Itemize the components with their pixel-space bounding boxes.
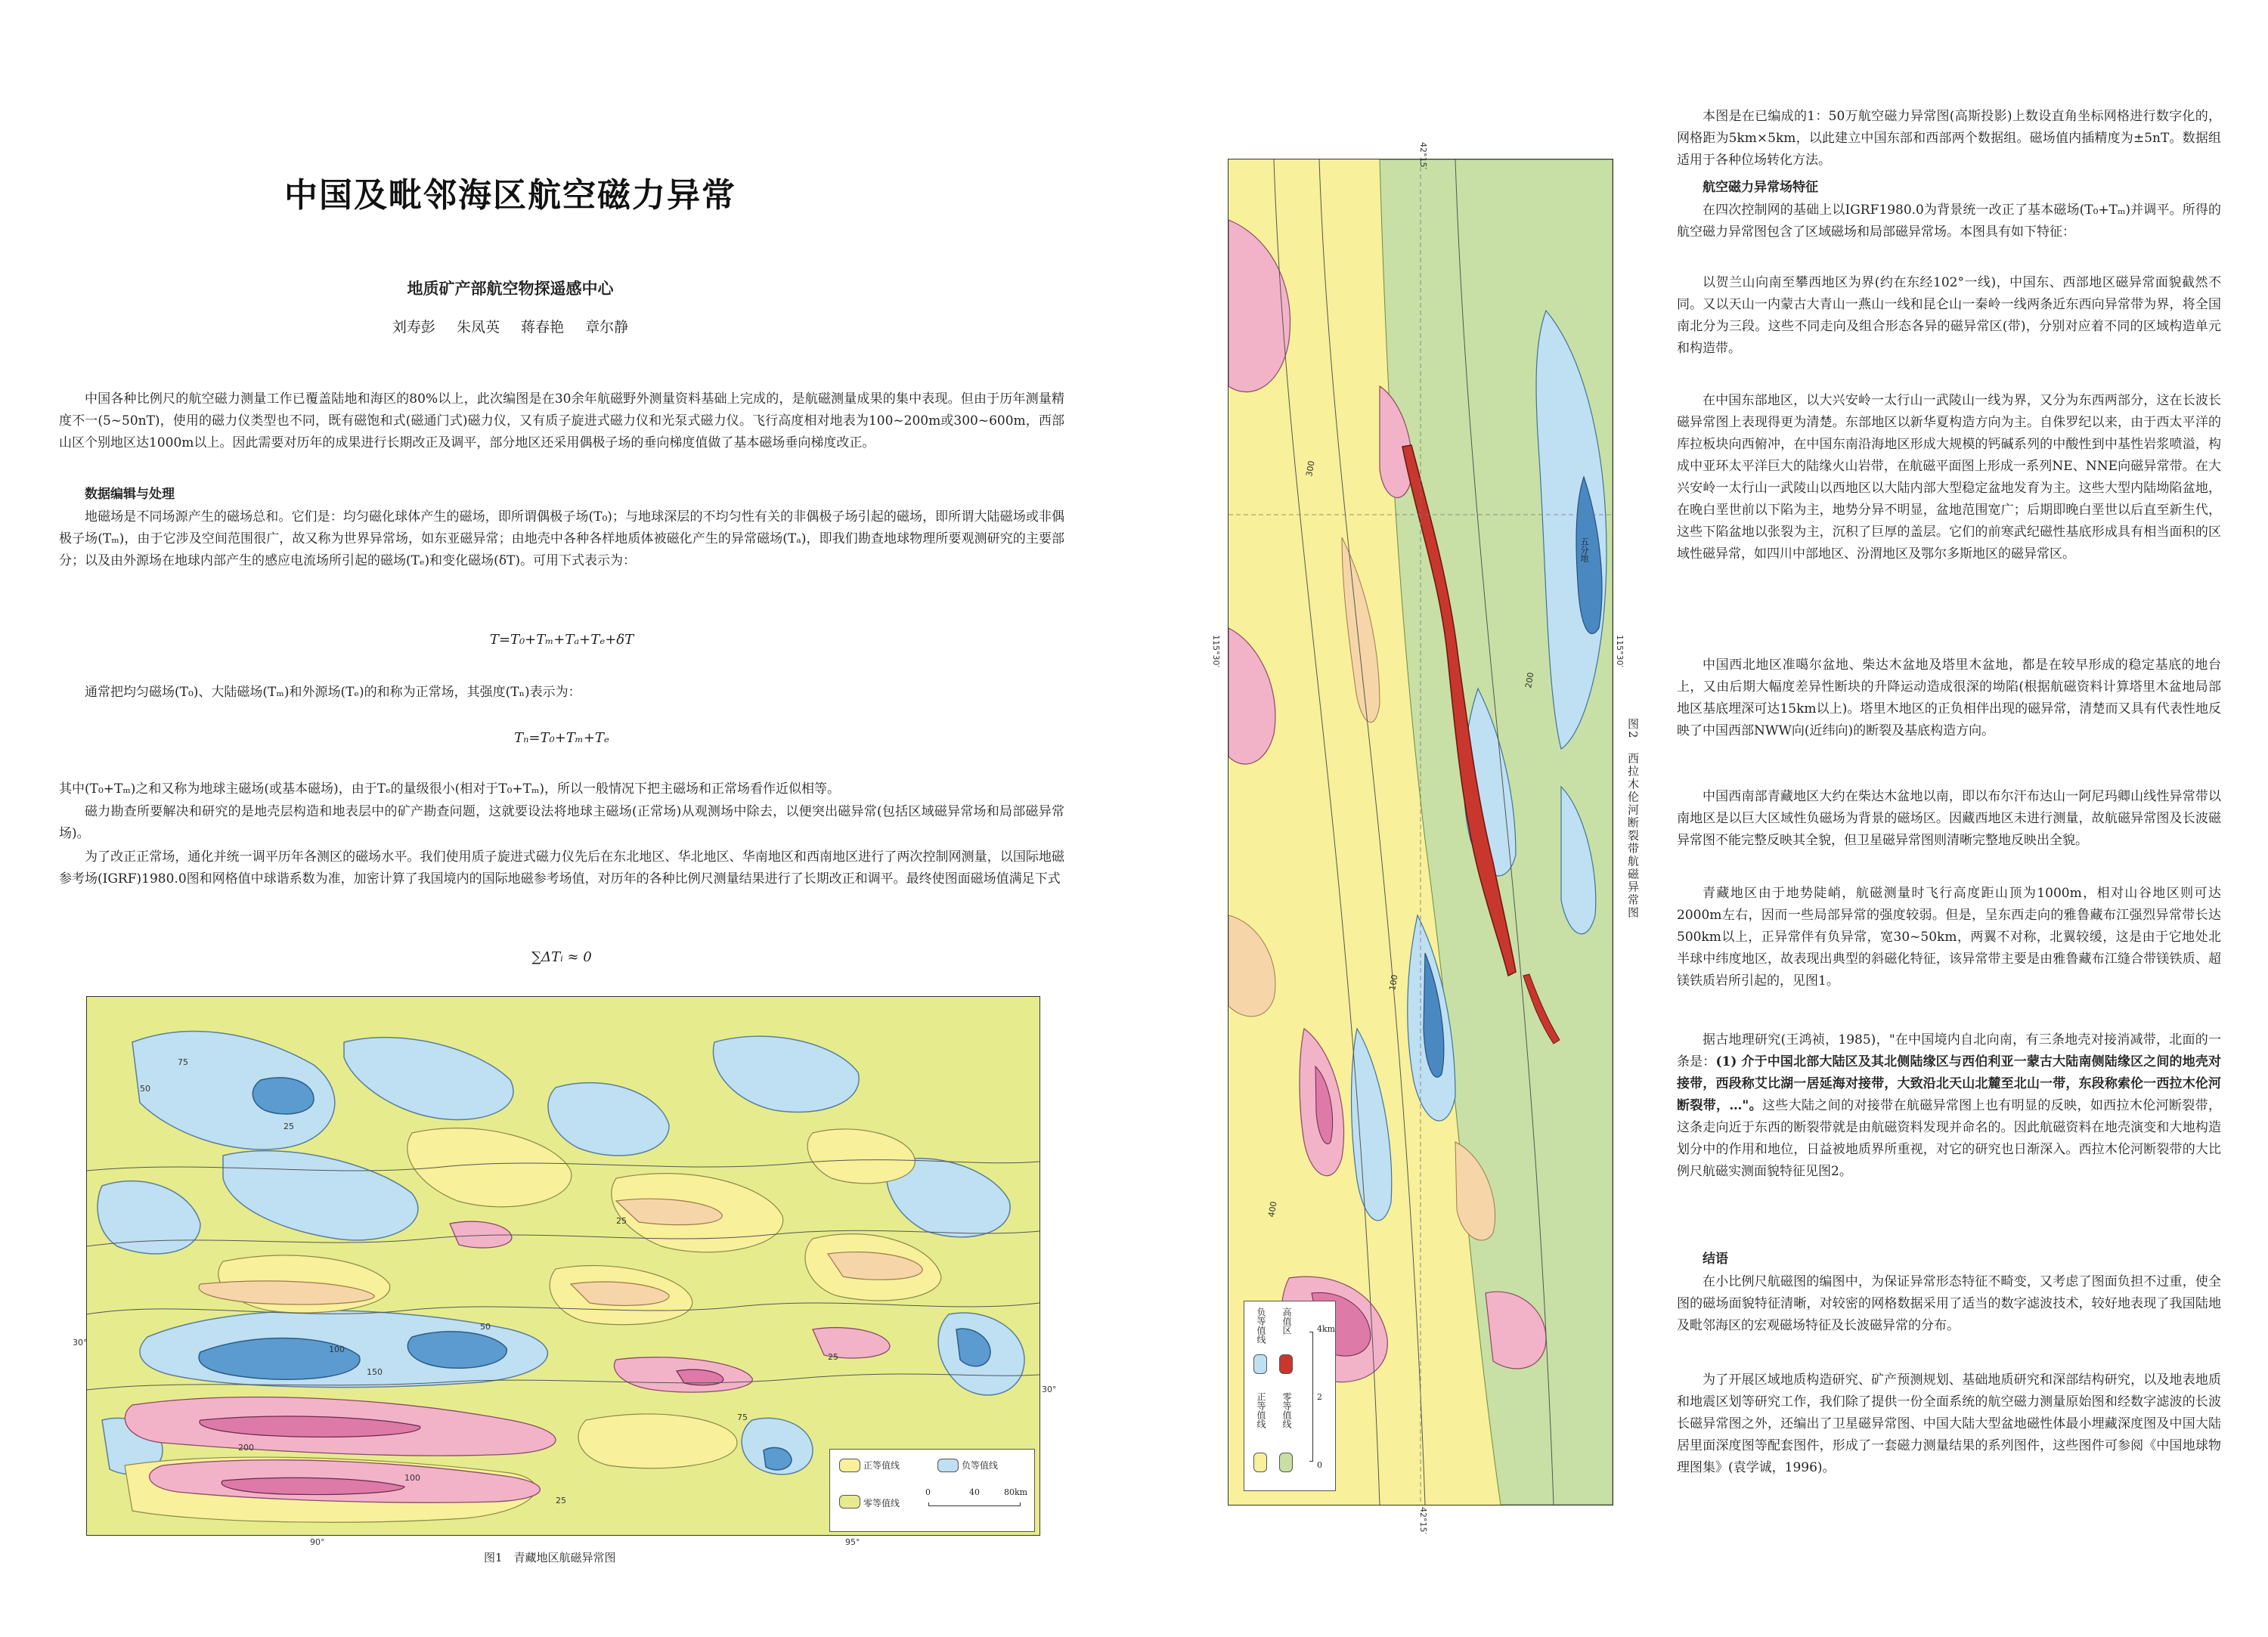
high-value-icon bbox=[1279, 1354, 1293, 1374]
paragraph: 磁力勘查所要解决和研究的是地壳层构造和地表层中的矿产勘查问题，这就要设法将地球主磁场(正常场)从观测场中除去，以便突出磁异常(包括区域磁异常场和局部磁异常场)。 bbox=[59, 804, 1064, 841]
paragraph: 在四次控制网的基础上以IGRF1980.0为背景统一改正了基本磁场(T₀+Tₘ)并调平。所得的航空磁力异常图包含了区域磁场和局部磁异常场。本图具有如下特征： bbox=[1677, 203, 2221, 240]
paragraph: 在小比例尺航磁图的编图中，为保证异常形态特征不畸变，又考虑了图面负担不过重，使全图的磁场面貌特征清晰，对较密的网格数据采用了适当的数字滤波技术，较好地表现了我国陆地及毗邻海区的宏观磁场特征及长波磁异常的分布。 bbox=[1677, 1274, 2221, 1333]
author: 朱凤英 bbox=[456, 319, 500, 336]
paragraph: 地磁场是不同场源产生的磁场总和。它们是：均匀磁化球体产生的磁场，即所谓偶极子场(T₀)；与地球深层的不均匀性有关的非偶极子场引起的磁场，即所谓大陆磁场或非偶极子场(Tₘ)，由于它涉及空间范围很广，故又称为世界异常场，如东亚磁异常；由地壳中各种各样地质体被磁化产生的异常磁场(Tₐ)，即我们勘查地球物理所要观测研究的主要部分；以及由外源场在地球内部产生的感应电流场所引起的磁场(Tₑ)和变化磁场(δT)。可用下式表示为： bbox=[59, 509, 1064, 568]
paragraph: 通常把均匀磁场(T₀)、大陆磁场(Tₘ)和外源场(Tₑ)的和称为正常场，其强度(Tₙ)表示为： bbox=[85, 685, 581, 700]
scale-bar bbox=[928, 1502, 1021, 1506]
figure1-caption: 图1 青藏地区航磁异常图 bbox=[484, 1551, 616, 1564]
figure2-lon-label: 115°30′ bbox=[1211, 635, 1221, 667]
figure2-lat-label: 42°15′ bbox=[1418, 142, 1428, 169]
figure2-lat-label: 42°15′ bbox=[1418, 1507, 1428, 1534]
contour-label: 75 bbox=[737, 1413, 748, 1422]
section-heading: 航空磁力异常场特征 bbox=[1703, 180, 1818, 195]
authors bbox=[121, 316, 900, 336]
contour-label: 50 bbox=[480, 1322, 491, 1332]
paragraph: 中国西北地区准噶尔盆地、柴达木盆地及塔里木盆地，都是在较早形成的稳定基底的地台上，又由后期大幅度差异性断块的升降运动造成很深的坳陷(根据航磁资料计算塔里木盆地局部地区基底埋深可达15km以上)。塔里木地区的正负相伴出现的磁异常，清楚而又具有代表性地反映了中国西部NWW向(近纬向)的断裂及基底构造方向。 bbox=[1677, 658, 2221, 738]
paragraph: 其中(T₀+Tₘ)之和又称为地球主磁场(或基本磁场)，由于Tₑ的量级很小(相对于T₀+Tₘ)，所以一般情况下把主磁场和正常场看作近似相等。 bbox=[59, 781, 841, 797]
quote-text: (1) 介于中国北部大陆区及其北侧陆缘区与西伯利亚一蒙古大陆南侧陆缘区之间的地壳对接带，西段称艾比湖一居延海对接带，大致沿北天山北麓至北山一带，东段称索伦一西拉木伦河断裂带，…"。 bbox=[1677, 1054, 2221, 1113]
figure1-lat-label: 30° bbox=[1042, 1385, 1057, 1394]
contour-label: 300 bbox=[1304, 460, 1317, 478]
paragraph: 本图是在已编成的1：50万航空磁力异常图(高斯投影)上数设直角坐标网格进行数字化的，网格距为5km×5km，以此建立中国东部和西部两个数据组。磁场值内插精度为±5nT。数据组适用于各种位场转化方法。 bbox=[1677, 109, 2221, 168]
legend-label: 零等值线 bbox=[863, 1498, 900, 1509]
section-heading: 结语 bbox=[1703, 1252, 1728, 1267]
contour-label: 100 bbox=[404, 1473, 420, 1483]
author: 刘寿彭 bbox=[392, 319, 435, 336]
contour-label: 150 bbox=[367, 1367, 383, 1377]
legend-label: 高值区 bbox=[1281, 1307, 1292, 1335]
paragraph: 为了改正正常场，通化并统一调平历年各测区的磁场水平。我们使用质子旋进式磁力仪先后在东北地区、华北地区、华南地区和西南地区进行了两次控制网测量，以国际地磁参考场(IGRF)1980.0图和网格值中球谐系数为准，加密计算了我国境内的国际地磁参考场值，对历年的各种比例尺测量结果进行了长期改正和调平。最终使图面磁场值满足下式 bbox=[59, 849, 1064, 887]
negative-contour-icon bbox=[1253, 1354, 1267, 1374]
positive-contour-icon bbox=[839, 1459, 860, 1472]
figure1-map bbox=[86, 996, 1040, 1536]
paragraph: 中国西南部青藏地区大约在柴达木盆地以南，即以布尔汗布达山一阿尼玛卿山线性异常带以南地区是以巨大区域性负磁场为背景的磁场区。因藏西地区未进行测量，故航磁异常图及长波磁异常图不能完整反映其全貌，但卫星磁异常图则清晰完整地反映出全貌。 bbox=[1677, 789, 2221, 848]
paragraph-text: 这些大陆之间的对接带在航磁异常图上也有明显的反映，如西拉木伦河断裂带，这条走向近于东西的断裂带就是由航磁资料发现并命名的。因此航磁资料在地壳演变和大地构造划分中的作用和地位，日益被地质界所重视，对它的研究也日渐深入。西拉木伦河断裂带的大比例尺航磁实测面貌特征见图2。 bbox=[1677, 1098, 2222, 1179]
formula: T=T₀+Tₘ+Tₐ+Tₑ+δT bbox=[489, 632, 634, 648]
paragraph: 青藏地区由于地势陡峭，航磁测量时飞行高度距山顶为1000m，相对山谷地区则可达2000m左右，因而一些局部异常的强度较弱。但是，呈东西走向的雅鲁藏布江强烈异常带长达500km以上，正异常伴有负异常，宽30~50km，两翼不对称，北翼较缓，这是由于它地处北半球中纬度地区，故表现出典型的斜磁化特征，该异常带主要是由雅鲁藏布江缝合带镁铁质、超镁铁质岩所引起的，见图1。 bbox=[1677, 886, 2221, 989]
legend-label: 负等值线 bbox=[962, 1460, 999, 1471]
place-label: 五分地 bbox=[1579, 537, 1589, 562]
contour-label: 200 bbox=[1523, 671, 1536, 689]
scale-tick: 80km bbox=[1004, 1487, 1028, 1497]
paragraph-text: 据古地理研究(王鸿祯，1985)，"在中国境内自北向南，有三条地壳对接消减带，北面的一条是： bbox=[1677, 1032, 2221, 1069]
paragraph bbox=[1677, 1029, 2221, 1183]
zero-contour-icon bbox=[1279, 1453, 1293, 1472]
contour-label: 400 bbox=[1266, 1200, 1279, 1218]
paragraph: 在中国东部地区，以大兴安岭一太行山一武陵山一线为界，又分为东西两部分，这在长波长磁异常图上表现得更为清楚。东部地区以新华夏构造方向为主。自侏罗纪以来，由于西太平洋的库拉板块向西俯冲，在中国东南沿海地区形成大规模的钙碱系列的中酸性到中基性岩浆喷溢，构成中亚环太平洋巨大的陆缘火山岩带，在航磁平面图上形成一系列NE、NNE向磁异常带。在大兴安岭一太行山一武陵山以西地区以大陆内部大型稳定盆地发育为主。这些大型内陆坳陷盆地，在晚白垩世前以下陷为主，地势分异不明显，盆地范围宽广；后期即晚白垩世以后直至新生代，这些下陷盆地以张裂为主，沉积了巨厚的盖层。它们的前寒武纪磁性基底形成具有相当面积的区域性磁异常，如四川中部地区、汾渭地区及鄂尔多斯地区的磁异常区。 bbox=[1677, 393, 2221, 562]
paragraph: 为了开展区域地质构造研究、矿产预测规划、基础地质研究和深部结构研究，以及地表地质和地震区划等研究工作，我们除了提供一份全面系统的航空磁力测量原始图和经数字滤波的长波长磁异常图之外，还编出了卫星磁异常图、中国大陆大型盆地磁性体最小埋藏深度图及中国大陆居里面深度图等配套图件，形成了一套磁力测量结果的系列图件，这些图件可参阅《中国地球物理图集》(袁学诚，1996)。 bbox=[1677, 1372, 2221, 1475]
legend-label: 零等值线 bbox=[1281, 1392, 1292, 1428]
figure1-legend bbox=[829, 1449, 1035, 1532]
zero-contour-icon bbox=[839, 1495, 860, 1509]
scale-tick: 4km bbox=[1317, 1324, 1336, 1334]
negative-contour-icon bbox=[937, 1459, 959, 1472]
contour-label: 100 bbox=[329, 1345, 345, 1354]
intro-paragraph: 中国各种比例尺的航空磁力测量工作已覆盖陆地和海区的80%以上，此次编图是在30余年航磁野外测量资料基础上完成的，是航磁测量成果的集中表现。但由于历年测量精度不一(5~50nT)，使用的磁力仪类型也不同，既有磁饱和式(磁通门式)磁力仪，又有质子旋进式磁力仪和光泵式磁力仪。飞行高度相对地表为100~200m或300~600m，西部山区个别地区达1000m以上。因此需要对历年的成果进行长期改正及调平，部分地区还采用偶极子场的垂向梯度值做了基本磁场垂向梯度改正。 bbox=[59, 391, 1064, 450]
contour-label: 25 bbox=[284, 1122, 294, 1131]
contour-label: 100 bbox=[1387, 973, 1400, 992]
organization: 地质矿产部航空物探遥感中心 bbox=[407, 280, 614, 298]
author: 蒋春艳 bbox=[521, 319, 565, 336]
paragraph: 以贺兰山向南至攀西地区为界(约在东经102°一线)，中国东、西部地区磁异常面貌截然不同。又以天山一内蒙古大青山一燕山一线和昆仑山一秦岭一线两条近东西向异常带为界，将全国南北分为三段。这些不同走向及组合形态各异的磁异常区(带)，分别对应着不同的区域构造单元和构造带。 bbox=[1677, 275, 2221, 356]
figure2-legend bbox=[1244, 1301, 1336, 1491]
formula: Tₙ=T₀+Tₘ+Tₑ bbox=[514, 730, 609, 746]
figure2-map bbox=[1228, 159, 1613, 1505]
scale-tick: 2 bbox=[1317, 1392, 1322, 1402]
legend-label: 正等值线 bbox=[863, 1460, 900, 1471]
scale-tick: 0 bbox=[925, 1487, 931, 1497]
contour-label: 50 bbox=[140, 1084, 150, 1094]
contour-label: 25 bbox=[616, 1216, 627, 1226]
figure1-lon-label: 95° bbox=[845, 1537, 860, 1547]
contour-label: 75 bbox=[178, 1057, 188, 1067]
scale-tick: 40 bbox=[969, 1487, 980, 1497]
contour-label: 200 bbox=[238, 1443, 254, 1453]
figure1-lon-label: 90° bbox=[310, 1537, 325, 1547]
legend-label: 负等值线 bbox=[1256, 1307, 1266, 1344]
positive-contour-icon bbox=[1253, 1453, 1267, 1472]
formula: ∑ΔTᵢ ≈ 0 bbox=[531, 949, 592, 965]
contour-label: 25 bbox=[828, 1352, 838, 1362]
section-heading: 数据编辑与处理 bbox=[85, 487, 175, 502]
scale-bar bbox=[1309, 1332, 1313, 1462]
figure2-lon-label: 115°30′ bbox=[1615, 635, 1625, 667]
legend-label: 正等值线 bbox=[1256, 1392, 1266, 1428]
author: 章尔静 bbox=[585, 319, 629, 336]
scale-tick: 0 bbox=[1317, 1460, 1322, 1470]
contour-label: 25 bbox=[556, 1496, 566, 1505]
page-title: 中国及毗邻海区航空磁力异常 bbox=[284, 176, 736, 215]
figure1-lat-label: 30° bbox=[73, 1338, 88, 1348]
figure2-caption: 图2 西拉木伦河断裂带航磁异常图 bbox=[1626, 718, 1640, 920]
